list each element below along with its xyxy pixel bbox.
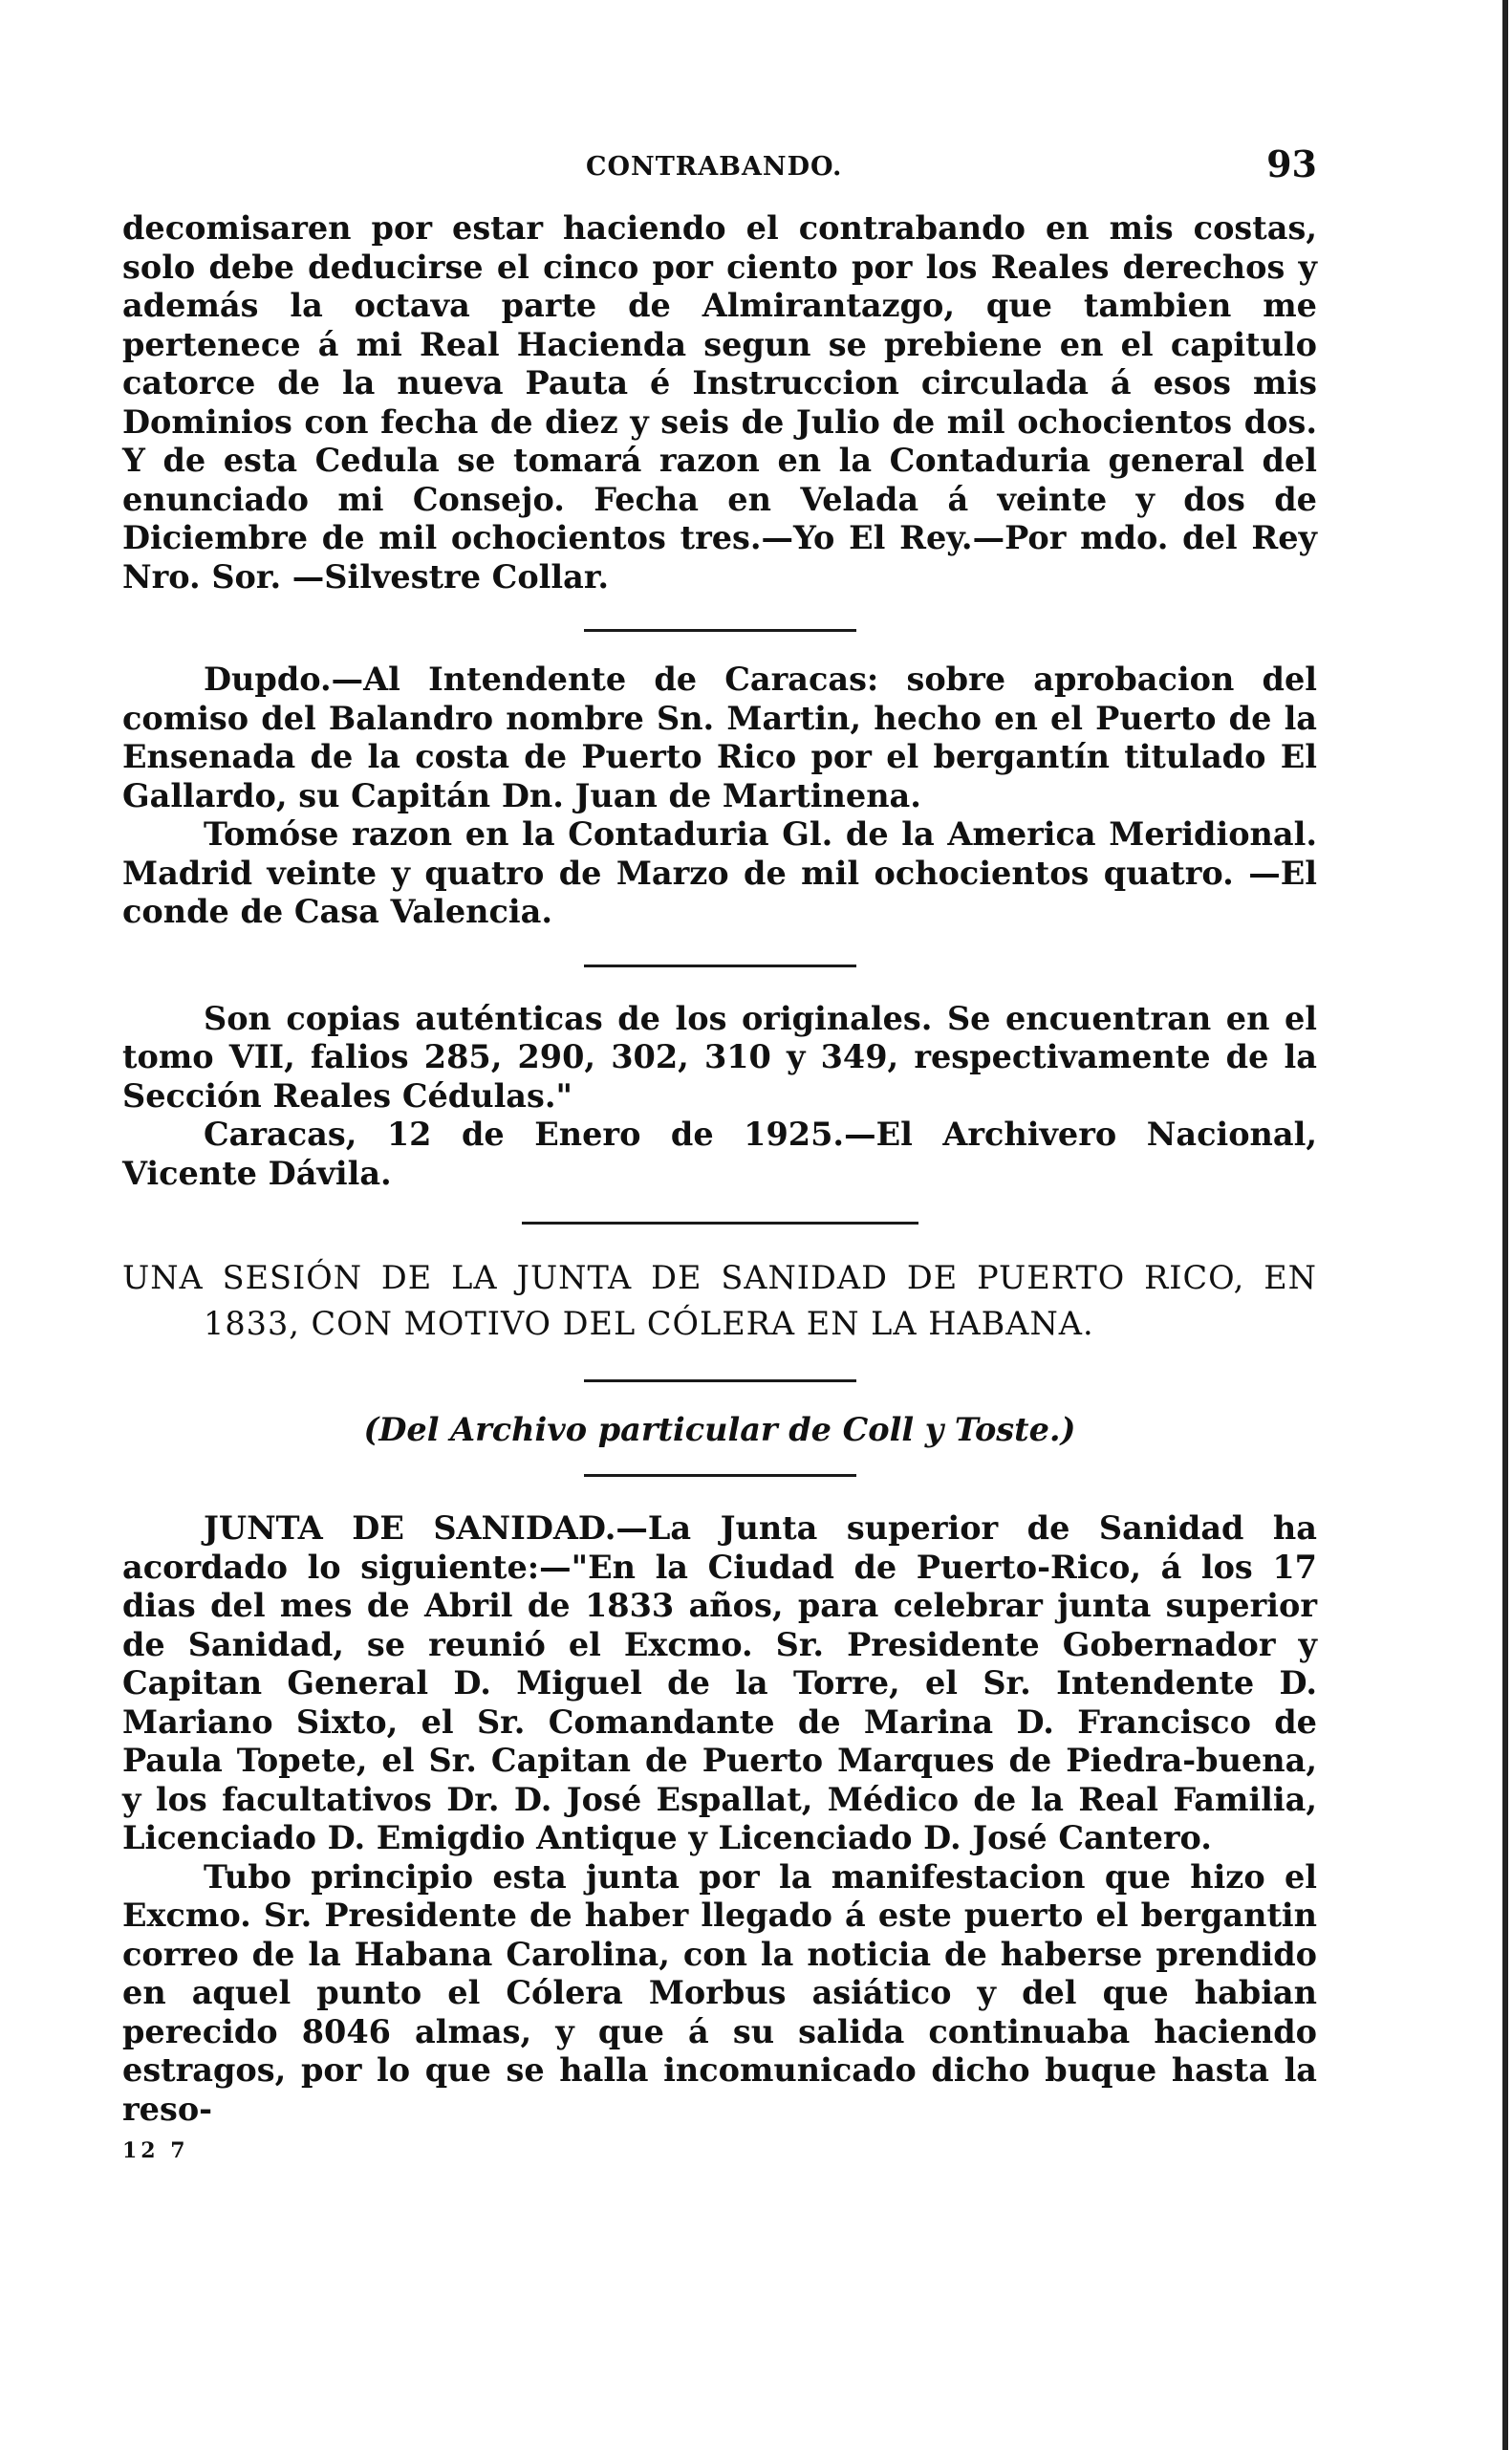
paragraph-duplicate-note: Dupdo.—Al Intendente de Caracas: sobre aprobacion del comiso del Balandro nombre Sn. Martin, hecho en el Puerto de la Ensenada de la costa de Puerto Rico por el bergantín titulado El Gallardo, su Capitán Dn. Juan de Martinena. — [122, 661, 1317, 814]
section-heading: UNA SESIÓN DE LA JUNTA DE SANIDAD DE PUERTO RICO, EN 1833, CON MOTIVO DEL CÓLERA EN LA HABANA. — [122, 1259, 1317, 1342]
separator-rule — [584, 629, 856, 632]
printer-signature: 12 7 — [122, 2138, 189, 2163]
separator-rule — [522, 1222, 918, 1225]
page-number: 93 — [1266, 142, 1317, 185]
paragraph-authentic-copies: Son copias auténticas de los originales. Se encuentran en el tomo VII, falios 285, 290, 302, 310 y 349, respectivamente de la Sección Reales Cédulas." — [122, 999, 1317, 1115]
source-note: (Del Archivo particular de Coll y Toste.) — [363, 1411, 1076, 1448]
separator-rule — [584, 965, 856, 967]
paragraph-cholera-report: Tubo principio esta junta por la manifestacion que hizo el Excmo. Sr. Presidente de haber llegado á este puerto el bergantin correo de la Habana Carolina, con la noticia de haberse prendido en aquel punto el Cólera Morbus asiático y del que habian perecido 8046 almas, y que á su salida continuaba haciendo estragos, por lo que se halla incomunicado dicho buque hasta la reso- — [122, 1857, 1317, 2128]
separator-rule — [584, 1379, 856, 1382]
page-edge-line — [1502, 0, 1508, 2450]
paragraph-junta-sanidad: JUNTA DE SANIDAD.—La Junta superior de Sanidad ha acordado lo siguiente:—"En la Ciudad de Puerto-Rico, á los 17 dias del mes de Abril de 1833 años, para celebrar junta superior de Sanidad, se reunió el Excmo. Sr. Presidente Gobernador y Capitan General D. Miguel de la Torre, el Sr. Intendente D. Mariano Sixto, el Sr. Comandante de Marina D. Francisco de Paula Topete, el Sr. Capitan de Puerto Marques de Piedra-buena, y los facultativos Dr. D. José Espallat, Médico de la Real Familia, Licenciado D. Emigdio Antique y Licenciado D. José Cantero. — [122, 1509, 1317, 1856]
paragraph-archivist-signature: Caracas, 12 de Enero de 1925.—El Archivero Nacional, Vicente Dávila. — [122, 1116, 1317, 1192]
paragraph-registry-note: Tomóse razon en la Contaduria Gl. de la America Meridional. Madrid veinte y quatro de Marzo de mil ochocientos quatro. —El conde de Casa Valencia. — [122, 815, 1317, 930]
paragraph-royal-decree-end: decomisaren por estar haciendo el contrabando en mis costas, solo debe deducirse el cinco por ciento por los Reales derechos y además la octava parte de Almirantazgo, que tambien me pertenece á mi Real Hacienda segun se prebiene en el capitulo catorce de la nueva Pauta é Instruccion circulada á esos mis Dominios con fecha de diez y seis de Julio de mil ochocientos dos. Y de esta Cedula se tomará razon en la Contaduria general del enunciado mi Consejo. Fecha en Velada á veinte y dos de Diciembre de mil ochocientos tres.—Yo El Rey.—Por mdo. del Rey Nro. Sor. —Silvestre Collar. — [122, 209, 1317, 596]
separator-rule — [584, 1474, 856, 1477]
running-head — [122, 139, 1317, 196]
book-page — [122, 139, 1317, 2163]
running-title: CONTRABANDO. — [586, 152, 843, 182]
